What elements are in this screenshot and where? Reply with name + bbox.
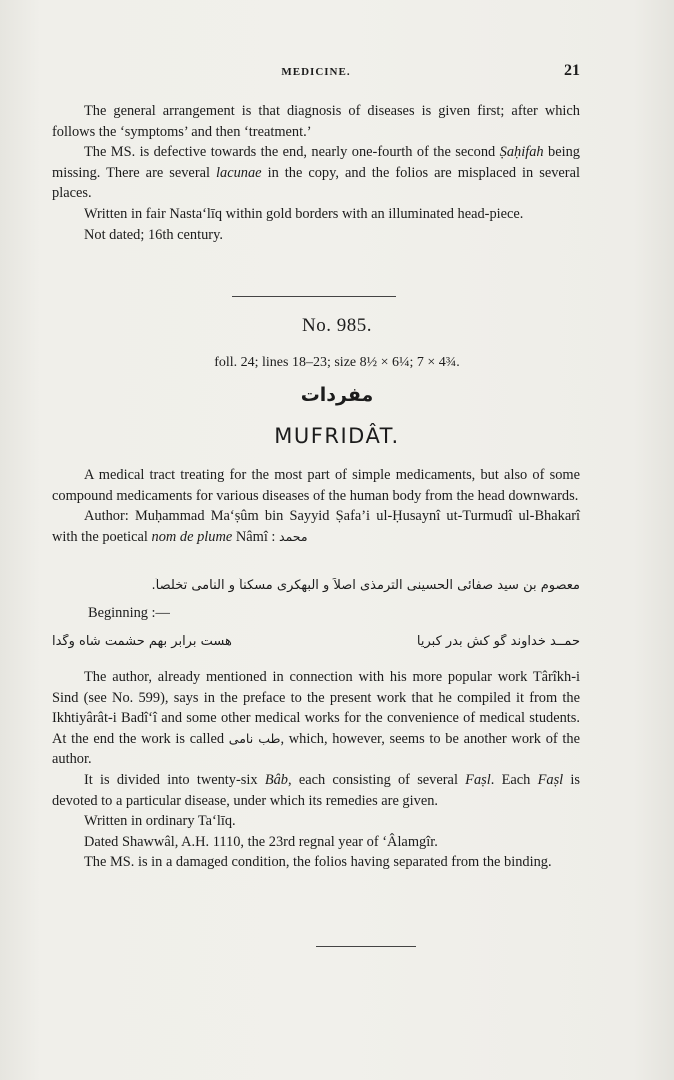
entry-notes <box>52 667 580 873</box>
italic-term: Ṣaḥifah <box>499 144 544 161</box>
beginning-verse <box>52 634 580 649</box>
text-run: . Each <box>490 771 538 788</box>
page-header <box>52 62 580 86</box>
paragraph <box>52 770 580 811</box>
paragraph: Not dated; 16th century. <box>84 226 223 243</box>
paragraph: The general arrangement is that diagnosis of diseases is given first; after which follows the ‘symptoms’ and then ‘treatment.’ <box>52 103 580 140</box>
entry-description <box>52 465 580 547</box>
text-run: It is divided into twenty-six <box>84 771 265 788</box>
entry-title: MUFRIDÂT. <box>274 424 400 448</box>
text-run: being missing. There are several <box>52 144 580 181</box>
arabic-title: مفردات <box>300 384 374 406</box>
text-run: is devoted to a particular disease, under which its remedies are given. <box>52 771 580 809</box>
arabic-inline: محمد <box>279 528 308 544</box>
arabic-author-name: معصوم بن سید صفائی الحسینی الترمذی اصلاً و البهکری مسکناً و النامی تخلصاً. <box>151 578 580 593</box>
author-paragraph <box>52 506 580 547</box>
running-head: MEDICINE. <box>281 66 351 78</box>
paragraph: Dated Shawwâl, A.H. 1110, the 23rd regnal year of ‘Âlamgîr. <box>84 833 438 850</box>
text-run: , each consisting of several <box>288 771 466 788</box>
beginning-label: Beginning :— <box>88 605 170 621</box>
italic-term: Faṣl <box>537 771 564 788</box>
section-divider <box>232 296 396 297</box>
paragraph <box>52 142 580 204</box>
paragraph: Written in fair Nasta‘līq within gold borders with an illuminated head-piece. <box>84 205 524 222</box>
italic-term: lacunae <box>216 164 262 181</box>
italic-term: Faṣl <box>465 771 491 788</box>
end-divider <box>316 946 416 947</box>
paragraph: A medical tract treating for the most part of simple medicaments, but also of some compound medicaments for various diseases of the human body from the head downwards. <box>52 467 580 504</box>
text-run: Author: Muḥammad Ma‘ṣûm bin Sayyid Ṣafa’i ul-Ḥusaynî ut-Turmudî ul-Bhakarî with the poetical <box>52 508 580 545</box>
text-run: Nâmî : <box>232 528 280 545</box>
verse-hemistich-left: هست برابر بهم حشمت شاه وگدا <box>52 634 232 649</box>
collation-line: foll. 24; lines 18–23; size 8½ × 6¼; 7 × 4¾. <box>214 355 460 370</box>
italic-term: nom de plume <box>151 528 233 545</box>
previous-entry-text <box>52 101 580 245</box>
text-run: The author, already mentioned in connection with his more popular work Târîkh-i Sind (see No. 599), says in the preface to the present work that he compiled it from the Ikhtiyârât-i Badî‘î and some other medical works for the convenience of medical students. At the end the work is called <box>52 669 580 747</box>
text-run: in the copy, and the folios are misplaced in several places. <box>52 164 580 202</box>
italic-term: Bâb <box>264 771 288 788</box>
entry-number: No. 985. <box>302 315 372 336</box>
verse-hemistich-right: حمــد خداوند گو کش بدر کبریا <box>416 634 580 649</box>
paragraph <box>52 667 580 770</box>
text-run: , which, however, seems to be another work of the author. <box>52 730 580 768</box>
page-number: 21 <box>564 62 580 79</box>
text-run: The MS. is defective towards the end, nearly one-fourth of the second <box>84 144 500 161</box>
arabic-inline: طب نامی <box>228 730 281 746</box>
paragraph: The MS. is in a damaged condition, the folios having separated from the binding. <box>84 854 552 871</box>
paragraph: Written in ordinary Ta‘līq. <box>84 813 236 830</box>
